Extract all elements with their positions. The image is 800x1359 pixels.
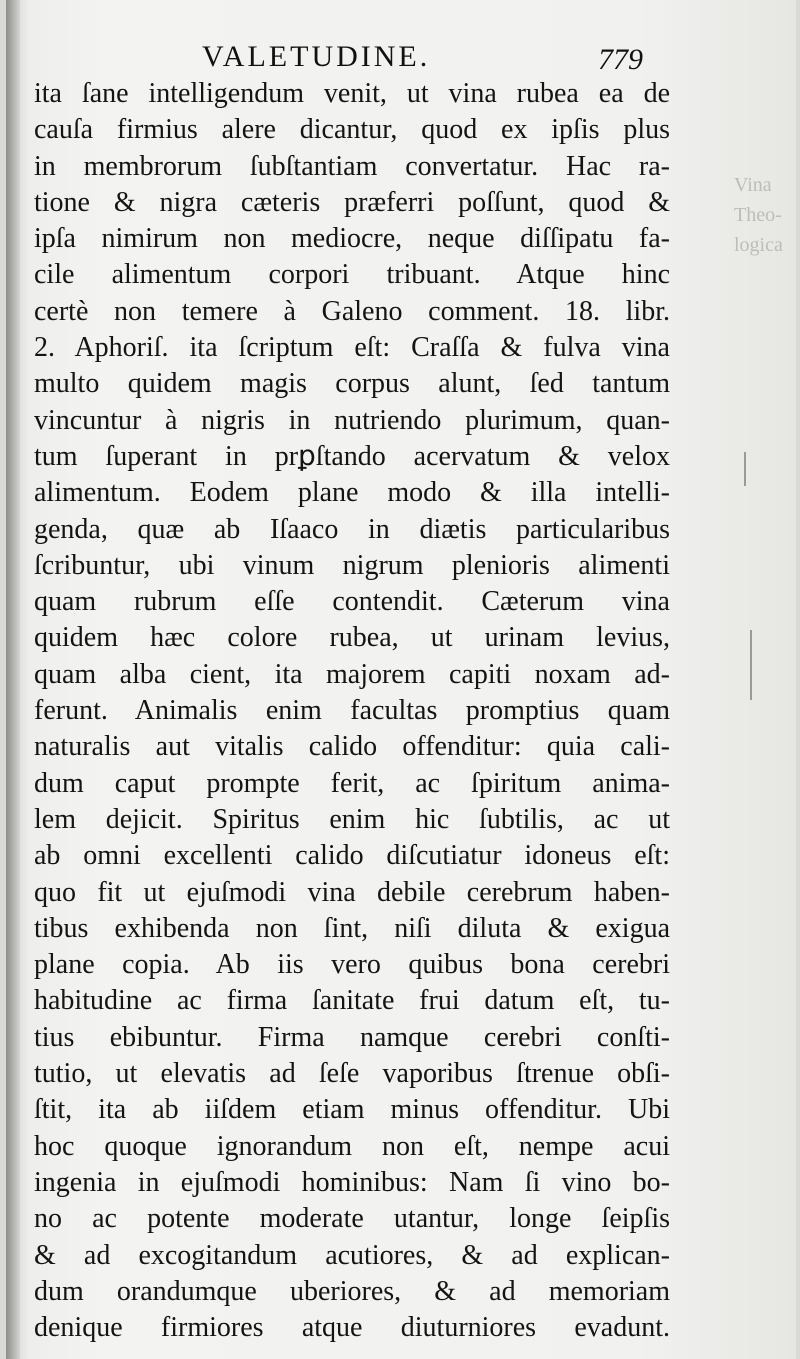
text-line: tibus exhibenda non ſint, niſi diluta & exigua [34, 912, 670, 944]
text-line: 2. Aphoriſ. ita ſcriptum eſt: Craſſa & fulva vina [34, 332, 670, 364]
text-line: dum caput prompte ferit, ac ſpiritum anima- [34, 767, 670, 799]
text-line: & ad excogitandum acutiores, & ad explican- [34, 1239, 670, 1271]
page-number: 779 [598, 43, 643, 76]
text-line: lem dejicit. Spiritus enim hic ſubtilis, ac ut [34, 803, 670, 835]
margin-note-line: logica [734, 234, 783, 256]
text-line: ſtit, ita ab iiſdem etiam minus offenditur. Ubi [34, 1094, 670, 1126]
text-line: cauſa firmius alere dicantur, quod ex ipſis plus [34, 114, 670, 146]
text-line: quo fit ut ejuſmodi vina debile cerebrum haben- [34, 876, 670, 908]
text-line: dum orandumque uberiores, & ad memoriam [34, 1275, 670, 1307]
text-line: quam rubrum eſſe contendit. Cæterum vina [34, 586, 670, 618]
text-line: tius ebibuntur. Firma namque cerebri conſti- [34, 1021, 670, 1053]
text-line: tione & nigra cæteris præferri poſſunt, quod & [34, 186, 670, 218]
text-line: vincuntur à nigris in nutriendo plurimum, quan- [34, 404, 670, 436]
text-line: ab omni excellenti calido diſcutiatur idoneus eſt: [34, 840, 670, 872]
text-line: multo quidem magis corpus alunt, ſed tantum [34, 368, 670, 400]
text-line: tutio, ut elevatis ad ſeſe vaporibus ſtrenue obſi- [34, 1058, 670, 1090]
text-line: hoc quoque ignorandum non eſt, nempe acui [34, 1130, 670, 1162]
text-line: denique firmiores atque diuturniores evadunt. [34, 1312, 670, 1344]
text-line: quidem hæc colore rubea, ut urinam levius, [34, 622, 670, 654]
book-page [6, 0, 796, 1359]
text-line: quam alba cient, ita majorem capiti noxam ad- [34, 658, 670, 690]
text-line: ſcribuntur, ubi vinum nigrum plenioris alimenti [34, 549, 670, 581]
text-line: ferunt. Animalis enim facultas promptius quam [34, 695, 670, 727]
margin-note-line: Theo- [734, 204, 782, 226]
margin-note [734, 170, 794, 260]
text-line: habitudine ac firma ſanitate frui datum eſt, tu- [34, 985, 670, 1017]
text-line: ita ſane intelligendum venit, ut vina rubea ea de [34, 78, 670, 109]
text-line: no ac potente moderate utantur, longe ſeipſis [34, 1203, 670, 1235]
bleed-through-mark [744, 452, 746, 486]
text-line: ipſa nimirum non mediocre, neque diſſipatu fa- [34, 223, 670, 255]
text-line: tum ſuperant in prꝑſtando acervatum & velox [34, 440, 670, 472]
text-line: certè non temere à Galeno comment. 18. libr. [34, 295, 670, 327]
text-line: in membrorum ſubſtantiam convertatur. Hac ra- [34, 150, 670, 182]
bleed-through-mark [750, 630, 752, 700]
text-line: alimentum. Eodem plane modo & illa intelli- [34, 477, 670, 509]
text-line: genda, quæ ab Iſaaco in diætis particularibus [34, 513, 670, 545]
text-line: ingenia in ejuſmodi hominibus: Nam ſi vino bo- [34, 1166, 670, 1198]
running-header: VALETUDINE. [202, 40, 431, 73]
text-line: cile alimentum corpori tribuant. Atque hinc [34, 259, 670, 291]
page-gutter-shadow [6, 0, 20, 1359]
body-text [34, 76, 670, 1346]
text-line: naturalis aut vitalis calido offenditur: quia cali- [34, 731, 670, 763]
text-line: plane copia. Ab iis vero quibus bona cerebri [34, 949, 670, 981]
margin-note-line: Vina [734, 174, 772, 196]
